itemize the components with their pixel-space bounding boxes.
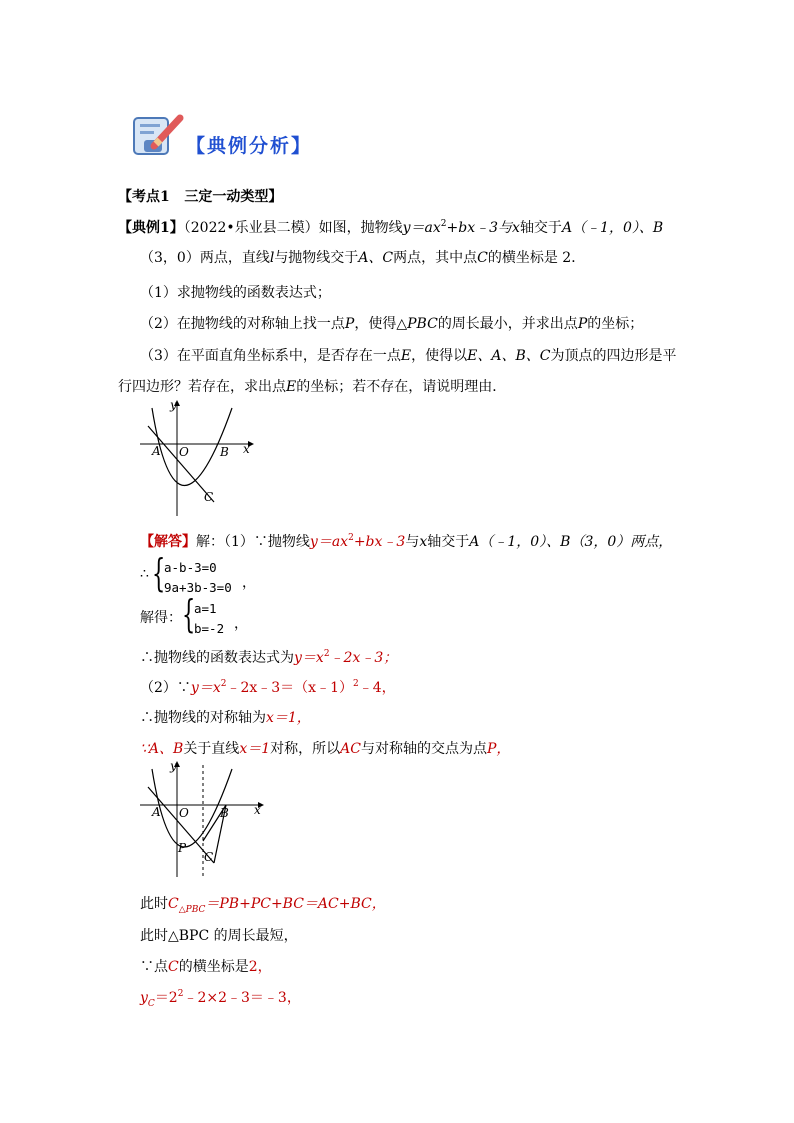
question-3 (140, 345, 676, 365)
s6-perimeter-sub: △PBC (178, 904, 206, 915)
problem-eq-exp: 2 (440, 219, 447, 229)
s4-text-a: ∴抛物线的对称轴为 (140, 710, 266, 726)
system-2 (140, 592, 280, 639)
problem-point-b: B (652, 220, 664, 236)
s1-text-c: 轴交于 (427, 534, 470, 550)
s5-text-b: 关于直线 (183, 741, 240, 757)
fig2-label-c: C (204, 850, 214, 864)
s1-eq-rest: +bx﹣3 (353, 534, 406, 550)
problem-line2-d: 的横坐标是 2． (487, 250, 586, 266)
solution-line-7: 此时△BPC 的周长最短， (140, 928, 298, 944)
q2-text-c: 的周长最小，并求出点 (437, 316, 578, 332)
problem-line2-text: （3，0）两点，直线 (140, 250, 270, 266)
s5-segment: AC (340, 741, 361, 757)
s9-y: y (140, 990, 148, 1006)
system-1 (140, 551, 280, 598)
figure-1 (140, 398, 255, 518)
problem-x: x (512, 220, 520, 236)
s1-point-b: B（3，0）两点， (560, 534, 673, 550)
s3-eq-c: ﹣4， (358, 680, 396, 696)
problem-line-2 (140, 247, 585, 267)
s8-text-c: 的横坐标是 (178, 959, 249, 975)
s1-equation: y＝ax (309, 534, 349, 550)
solve-label: 解得： (140, 610, 182, 626)
fig2-label-x: x (254, 803, 261, 817)
s2-text-a: ∴抛物线的函数表达式为 (140, 650, 294, 666)
brace-1: { (152, 551, 166, 595)
s1-x: x (419, 534, 428, 550)
figure-2 (140, 757, 265, 879)
q2-text-b: ，使得△ (354, 316, 408, 332)
fig2-label-o: O (179, 806, 189, 820)
problem-source: （2022•乐业县二模）如图，抛物线 (183, 220, 403, 236)
problem-line2-b: 与抛物线交于 (274, 250, 359, 266)
fig1-label-x: x (243, 442, 250, 456)
solution-line-4 (140, 707, 311, 727)
fig1-label-b: B (220, 445, 229, 459)
problem-tag: 【典例1】 (118, 220, 184, 236)
question-3-line-2 (118, 376, 506, 396)
problem-equation: y＝ax (402, 220, 441, 236)
problem-line-l: l (269, 250, 275, 266)
system2-eq2: b=-2 (194, 621, 225, 636)
s6-text-a: 此时 (140, 896, 168, 912)
fig1-label-y: y (170, 398, 177, 412)
problem-point-a: A（﹣1，0）、 (561, 220, 653, 236)
s2-equation: y＝x (294, 650, 324, 666)
solution-line-3 (140, 677, 396, 697)
system2-eq1: a=1 (194, 601, 217, 616)
problem-line-1 (118, 217, 663, 237)
s1-point-a: A（﹣1，0）、 (469, 534, 561, 550)
s5-points: ∵A、B (140, 741, 184, 757)
q3-line2-a: 行四边形？若存在，求出点 (118, 379, 286, 395)
solution-line-5 (140, 738, 510, 758)
solution-line-2 (140, 647, 397, 667)
section-heading (118, 186, 282, 206)
fig2-label-p: P (178, 841, 187, 855)
system1-tail: ， (242, 575, 256, 591)
page-title: 【典例分析】 (186, 135, 313, 157)
q3-point-e2: E (286, 379, 297, 395)
solution-line-1 (140, 531, 672, 551)
fig1-label-c: C (204, 490, 214, 504)
s3-eq-exp2: 2 (352, 679, 359, 689)
question-1: （1）求抛物线的函数表达式； (140, 285, 331, 301)
system1-eq1: a-b-3=0 (164, 560, 217, 575)
q3-text-a: （3）在平面直角坐标系中，是否存在一点 (140, 348, 401, 364)
problem-line1-tail: 轴交于 (519, 220, 562, 236)
solution-tag: 【解答】 (140, 534, 196, 550)
fig2-label-a: A (152, 805, 161, 819)
brace-2: { (182, 592, 196, 636)
pencil-notebook-icon (130, 112, 186, 160)
q2-point-p: P (344, 316, 355, 332)
q3-text-b: ，使得以 (411, 348, 468, 364)
s2-eq-rest: ﹣2x﹣3； (329, 650, 398, 666)
section-label: 【考点1 (118, 189, 170, 205)
q2-text-d: 的坐标； (587, 316, 644, 332)
q3-point-e: E (400, 348, 412, 364)
problem-points-ac: A、C (358, 250, 394, 266)
q3-text-c: 为顶点的四边形是平 (550, 348, 677, 364)
fig2-label-b: B (220, 806, 229, 820)
s8-value: 2， (248, 959, 272, 975)
q2-triangle: PBC (407, 316, 438, 332)
s8-text-a: ∵点 (140, 959, 168, 975)
s3-equation: y＝x (190, 680, 221, 696)
section-name: 三定一动类型】 (184, 189, 283, 205)
s2-eq-exp: 2 (323, 649, 330, 659)
s4-equation: x＝1， (266, 710, 311, 726)
s6-equation: ＝PB+PC+BC＝AC+BC， (205, 896, 386, 912)
s9-eq-c: ﹣2×2﹣3＝﹣3， (183, 990, 301, 1006)
problem-line2-c: 两点，其中点 (393, 250, 478, 266)
s8-point-c: C (168, 959, 179, 975)
system2-tail: ， (234, 616, 248, 632)
q3-line2-b: 的坐标；若不存在，请说明理由． (296, 379, 507, 395)
s1-eq-exp: 2 (348, 533, 354, 543)
therefore-symbol: ∴ (140, 566, 149, 582)
solution-line-6 (140, 893, 386, 915)
s9-eq-b: ＝2 (154, 990, 178, 1006)
q2-text-a: （2）在抛物线的对称轴上找一点 (140, 316, 345, 332)
fig1-label-a: A (152, 444, 161, 458)
problem-point-c: C (477, 250, 488, 266)
s5-line: x＝1 (239, 741, 271, 757)
solution-line-9 (140, 987, 301, 1009)
s5-point-p: P， (486, 741, 511, 757)
s3-eq-exp: 2 (220, 679, 227, 689)
question-2 (140, 313, 643, 333)
fig1-label-o: O (179, 445, 189, 459)
fig2-label-y: y (170, 759, 177, 773)
solution-line-8 (140, 956, 272, 976)
q2-point-p2: P (577, 316, 588, 332)
q3-points: E、A、B、C (467, 348, 551, 364)
s6-perimeter: C (168, 896, 179, 912)
system1-eq2: 9a+3b-3=0 (164, 580, 232, 595)
s1-text-b: 与 (405, 534, 420, 550)
s5-text-d: 对称，所以 (270, 741, 341, 757)
s5-text-f: 与对称轴的交点为点 (360, 741, 487, 757)
s3-eq-b: ﹣2x﹣3＝（x﹣1） (226, 680, 353, 696)
s9-sub: C (147, 998, 155, 1009)
s9-exp: 2 (177, 989, 184, 999)
problem-eq-rest: +bx﹣3与 (446, 220, 513, 236)
s1-text-a: 解：（1）∵抛物线 (196, 534, 310, 550)
s3-text-a: （2）∵ (140, 680, 191, 696)
